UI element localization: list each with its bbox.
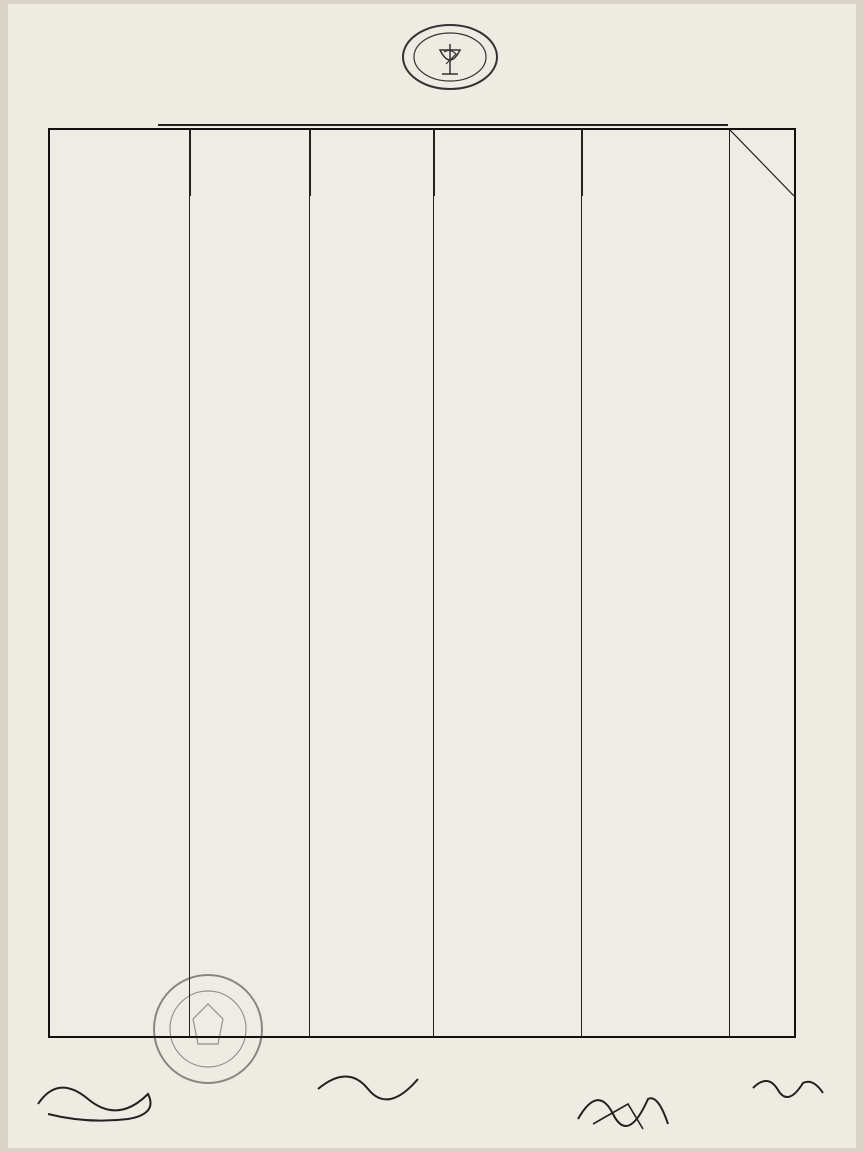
official-stamp (148, 969, 268, 1089)
column-divider (433, 130, 435, 1036)
corner-diagonal (730, 130, 794, 196)
handwritten-signature (748, 1068, 828, 1104)
header-level1 (582, 130, 730, 196)
header-level2 (434, 130, 582, 196)
exam-schedule-table (48, 128, 796, 1038)
document-page (8, 4, 856, 1148)
title-underline (158, 124, 728, 126)
faculty-seal-logo (400, 22, 500, 92)
handwritten-signature (28, 1064, 168, 1134)
handwritten-signature (568, 1074, 678, 1134)
column-divider (581, 130, 583, 1036)
header-level3 (310, 130, 434, 196)
column-divider (189, 130, 191, 1036)
column-divider (309, 130, 311, 1036)
header-year4 (190, 130, 310, 196)
handwritten-signature (308, 1064, 428, 1104)
header-corner (730, 130, 794, 196)
header-year5 (50, 130, 190, 196)
column-divider (729, 130, 731, 1036)
